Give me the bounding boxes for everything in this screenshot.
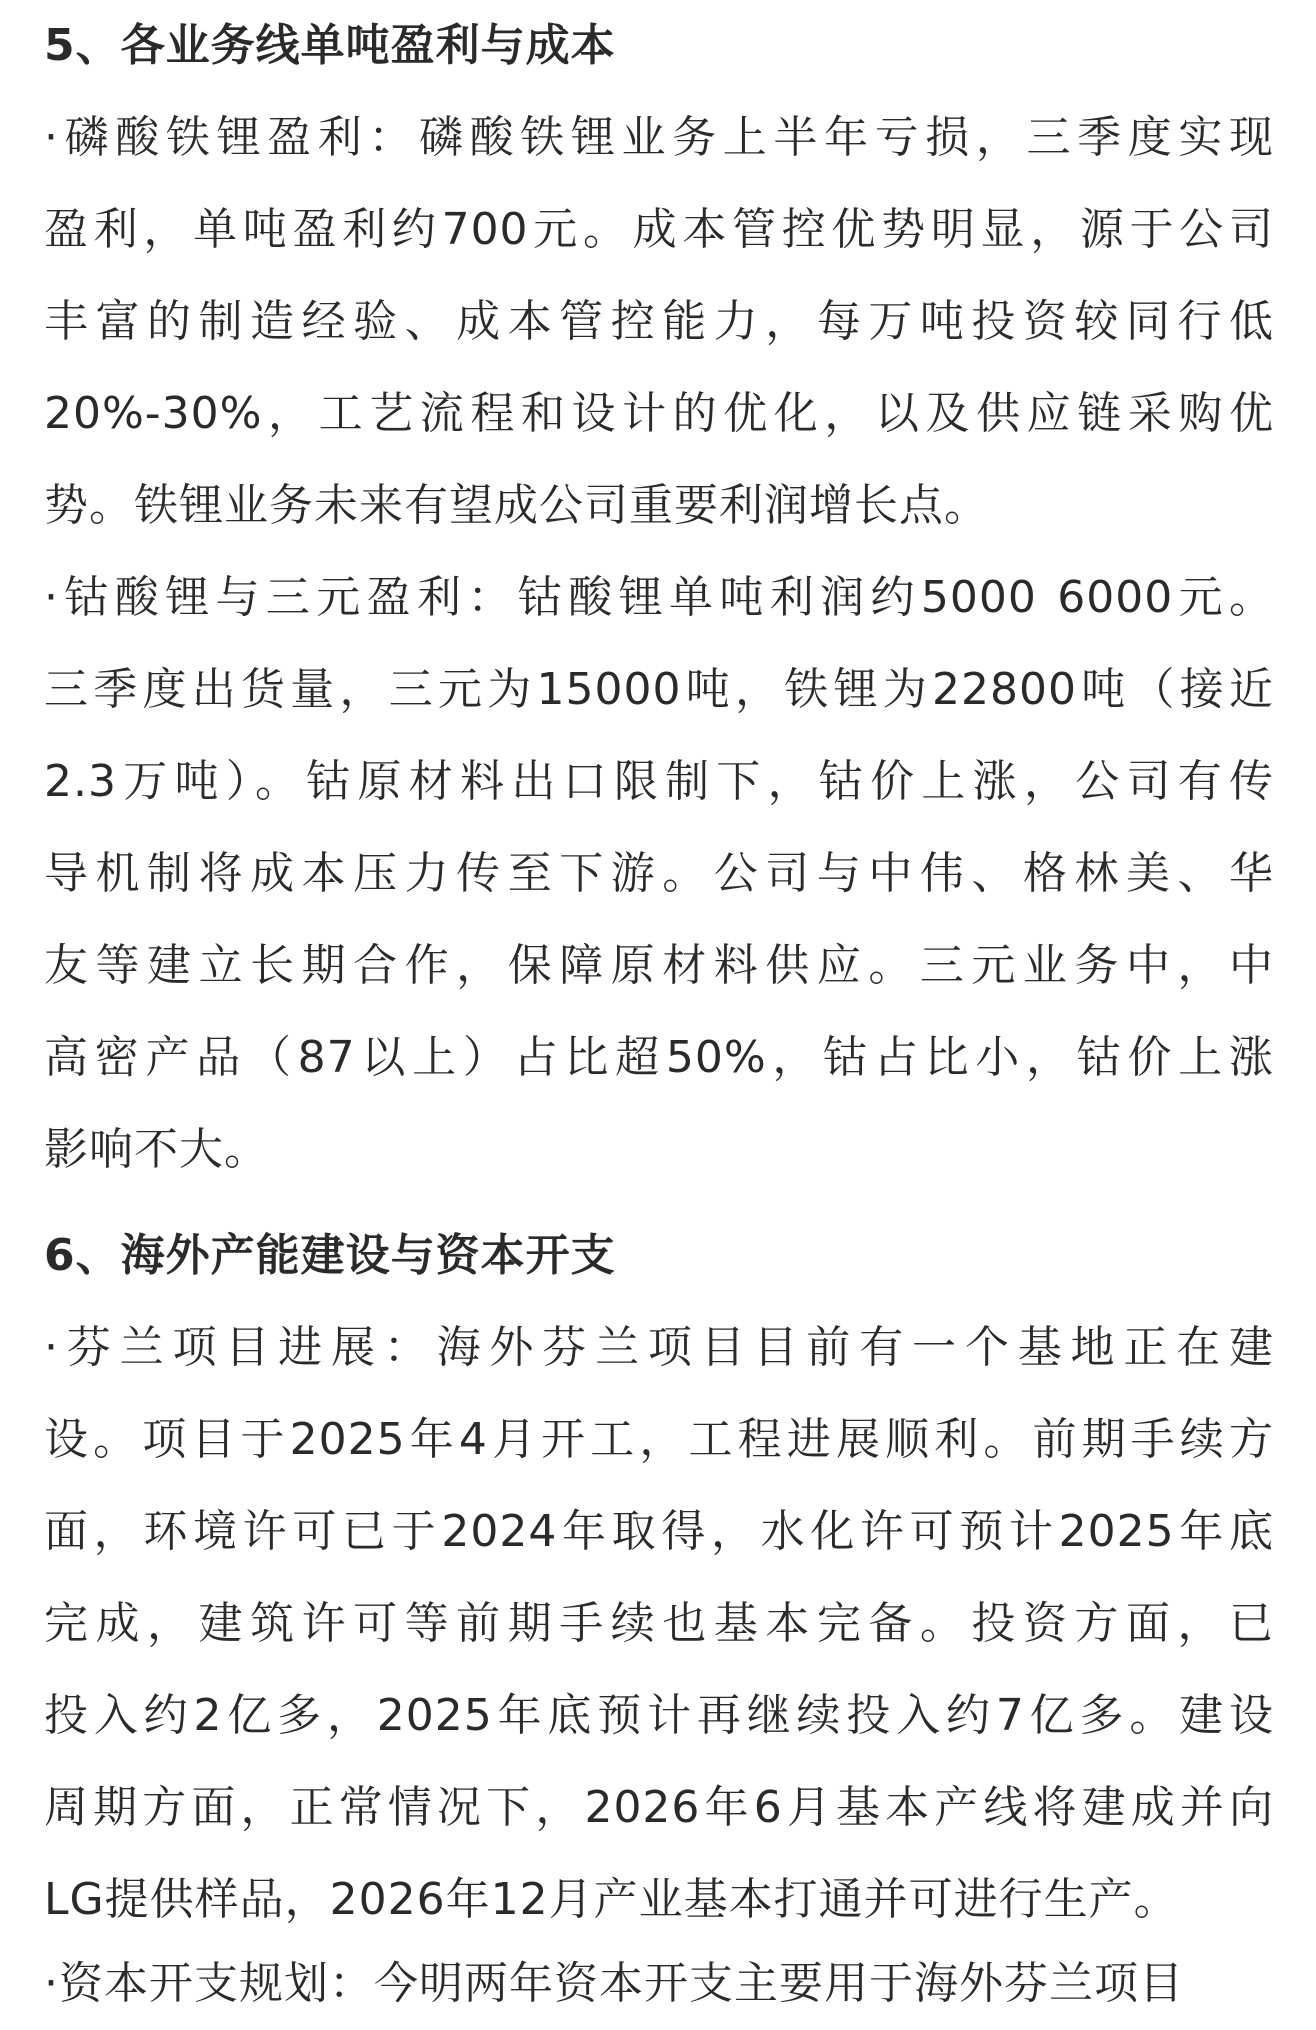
text-line: 周期方面，正常情况下，2026年6月基本产线将建成并向 <box>44 1782 1274 1833</box>
text-line: ·资本开支规划：今明两年资本开支主要用于海外芬兰项目 <box>44 1958 1184 2009</box>
text-line: 三季度出货量，三元为15000吨，铁锂为22800吨（接近 <box>44 664 1274 715</box>
text-line: 2.3万吨）。钴原材料出口限制下，钴价上涨，公司有传 <box>44 756 1274 807</box>
text-line: 盈利，单吨盈利约700元。成本管控优势明显，源于公司 <box>44 204 1274 255</box>
text-line: 投入约2亿多，2025年底预计再继续投入约7亿多。建设 <box>44 1690 1274 1741</box>
section-6 <box>44 1210 1274 1946</box>
section-heading: 5、各业务线单吨盈利与成本 <box>44 20 616 71</box>
text-line: 高密产品（87以上）占比超50%，钴占比小，钴价上涨 <box>44 1032 1274 1083</box>
text-line: 影响不大。 <box>44 1124 269 1175</box>
paragraph-lfp-profit <box>44 92 1274 552</box>
section-heading: 6、海外产能建设与资本开支 <box>44 1230 616 1281</box>
section-5 <box>44 0 1274 1196</box>
paragraph-lco-ternary-profit <box>44 552 1274 1196</box>
text-line: 完成，建筑许可等前期手续也基本完备。投资方面，已 <box>44 1598 1274 1649</box>
text-line: 20%-30%，工艺流程和设计的优化，以及供应链采购优 <box>44 388 1274 439</box>
text-line: LG提供样品，2026年12月产业基本打通并可进行生产。 <box>44 1874 1179 1925</box>
text-line: 势。铁锂业务未来有望成公司重要利润增长点。 <box>44 480 989 531</box>
text-line: 导机制将成本压力传至下游。公司与中伟、格林美、华 <box>44 848 1274 899</box>
text-line: ·磷酸铁锂盈利：磷酸铁锂业务上半年亏损，三季度实现 <box>44 112 1274 163</box>
text-line: 友等建立长期合作，保障原材料供应。三元业务中，中 <box>44 940 1274 991</box>
text-line: 面，环境许可已于2024年取得，水化许可预计2025年底 <box>44 1506 1274 1557</box>
partially-visible-line <box>44 1938 1274 2009</box>
text-line: ·芬兰项目进展：海外芬兰项目目前有一个基地正在建 <box>44 1322 1274 1373</box>
text-line: 设。项目于2025年4月开工，工程进展顺利。前期手续方 <box>44 1414 1274 1465</box>
text-line: ·钴酸锂与三元盈利：钴酸锂单吨利润约5000 6000元。 <box>44 572 1274 623</box>
paragraph-finland-project <box>44 1302 1274 1946</box>
text-line: 丰富的制造经验、成本管控能力，每万吨投资较同行低 <box>44 296 1274 347</box>
